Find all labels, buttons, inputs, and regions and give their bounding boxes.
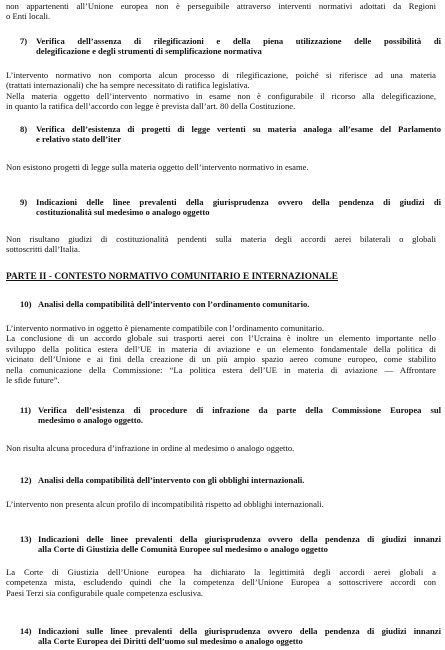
text-line: o Enti locali. — [6, 11, 51, 22]
text-line: La Corte di Giustizia dell’Unione europea ha dichiarato la legittimità degli accordi aerei globali a — [6, 567, 436, 577]
text-line: La conclusione di un accordo globale sui trasporti aerei con l’Ucraina è inoltre un elemento importante nello — [6, 333, 436, 344]
title-line: Indicazioni sulle linee prevalenti della giurisprudenza ovvero della pendenza di giudizi innanzi — [38, 626, 441, 636]
title-line: alla Corte Europea dei Diritti dell’uomo sul medesimo o analogo oggetto — [38, 636, 303, 647]
title-line: alla Corte di Giustizia delle Comunità Europee sul medesimo o analogo oggetto — [38, 544, 328, 555]
question-10-title — [38, 299, 443, 309]
question-12-title — [38, 475, 443, 485]
part-2-heading: PARTE II - CONTESTO NORMATIVO COMUNITARIO E INTERNAZIONALE — [6, 272, 339, 282]
title-line: Verifica dell’assenza di rilegificazioni e della piena utilizzazione delle possibilità di — [36, 36, 441, 46]
title-line: Verifica dell’esistenza di procedure di infrazione da parte della Commissione Europea sul — [38, 405, 441, 415]
text-line: Nella materia oggetto dell’intervento normativo in esame non è configurabile il ricorso alla delegificazione, — [6, 90, 436, 101]
text-line: non appartenenti all’Unione europea non è perseguibile attraverso interventi normativi adottati da Regioni — [6, 1, 436, 11]
question-14-number: 14) — [20, 626, 32, 636]
title-line: Analisi della compatibilità dell’intervento con l’ordinamento comunitario. — [38, 299, 310, 309]
question-11-number: 11) — [20, 405, 31, 415]
text-line: Non esistono progetti di legge sulla materia oggetto dell’intervento normativo in esame. — [6, 162, 309, 172]
title-line: Verifica dell’esistenza di progetti di legge vertenti su materia analoga all’esame del Parlamento — [36, 124, 441, 134]
question-7-title — [36, 36, 441, 57]
question-10-number: 10) — [20, 299, 32, 309]
text-line: sviluppo della politica estera dell’UE in materia di aviazione e un elemento fondamentale della politica di — [6, 343, 436, 354]
question-9-answer — [6, 234, 436, 255]
title-line: costituzionalità sul medesimo o analogo oggetto — [36, 207, 210, 218]
question-14-title — [38, 626, 441, 647]
text-line: le sfide future”. — [6, 375, 60, 386]
question-8-number: 8) — [20, 124, 28, 134]
question-13-answer — [6, 567, 436, 598]
question-13-number: 13) — [20, 534, 32, 544]
text-line: nella comunicazione della Commissione: “La politica estera dell’UE in materia di aviazione — Affrontare — [6, 364, 436, 375]
text-line: competenza mista, escludendo quindi che la competenza dell’Unione Europea a sottoscrivere accordi con — [6, 577, 436, 588]
text-line: vicinato dell’Unione e ai fini della creazione di un più ampio spazio aereo comune europeo, come stabilito — [6, 354, 436, 365]
title-line: Analisi della compatibilità dell’intervento con gli obblighi internazionali. — [38, 475, 305, 485]
title-line: delegificazione e degli strumenti di semplificazione normativa — [36, 46, 262, 57]
question-12-number: 12) — [20, 475, 32, 485]
question-9-title — [36, 197, 441, 218]
question-9-number: 9) — [20, 197, 28, 207]
text-line: L’intervento normativo non comporta alcun processo di rilegificazione, poiché si riferisce ad una materia — [6, 70, 436, 80]
text-line: in quanto la ratifica dell’accordo con legge è prevista dall’art. 80 della Costituzione. — [6, 101, 296, 112]
question-12-answer — [6, 499, 436, 509]
text-line: Paesi Terzi sia configurabile quale competenza esclusiva. — [6, 587, 204, 598]
text-line: L’intervento non presenta alcun profilo di incompatibilità rispetto ad obblighi internazionali. — [6, 499, 324, 509]
question-8-title — [36, 124, 441, 145]
title-line: e relativo stato dell’iter — [36, 134, 122, 145]
title-line: Indicazioni delle linee prevalenti della giurisprudenza ovvero della pendenza di giudizi di — [36, 197, 441, 207]
question-11-answer — [6, 443, 436, 453]
question-7-answer — [6, 70, 436, 112]
question-7-number: 7) — [20, 36, 28, 46]
question-8-answer — [6, 162, 436, 172]
intro-paragraph — [6, 1, 436, 22]
text-line: L’intervento normativo in oggetto è pienamente compatibile con l’ordinamento comunitario. — [6, 323, 325, 333]
title-line: medesimo o analogo oggetto. — [38, 415, 144, 426]
text-line: Non risultano giudizi di costituzionalità pendenti sulla materia degli accordi aerei bilaterali o globali — [6, 234, 436, 244]
question-13-title — [38, 534, 441, 555]
text-line: sottoscritti dall’Italia. — [6, 244, 80, 255]
text-line: (trattati internazionali) che ha sempre necessitato di ratifica legislativa. — [6, 80, 250, 91]
question-10-answer — [6, 323, 436, 385]
text-line: Non risulta alcuna procedura d’infrazione in ordine al medesimo o analogo oggetto. — [6, 443, 295, 453]
title-line: Indicazioni delle linee prevalenti della giurisprudenza ovvero della pendenza di giudizi innanzi — [38, 534, 441, 544]
question-11-title — [38, 405, 441, 426]
